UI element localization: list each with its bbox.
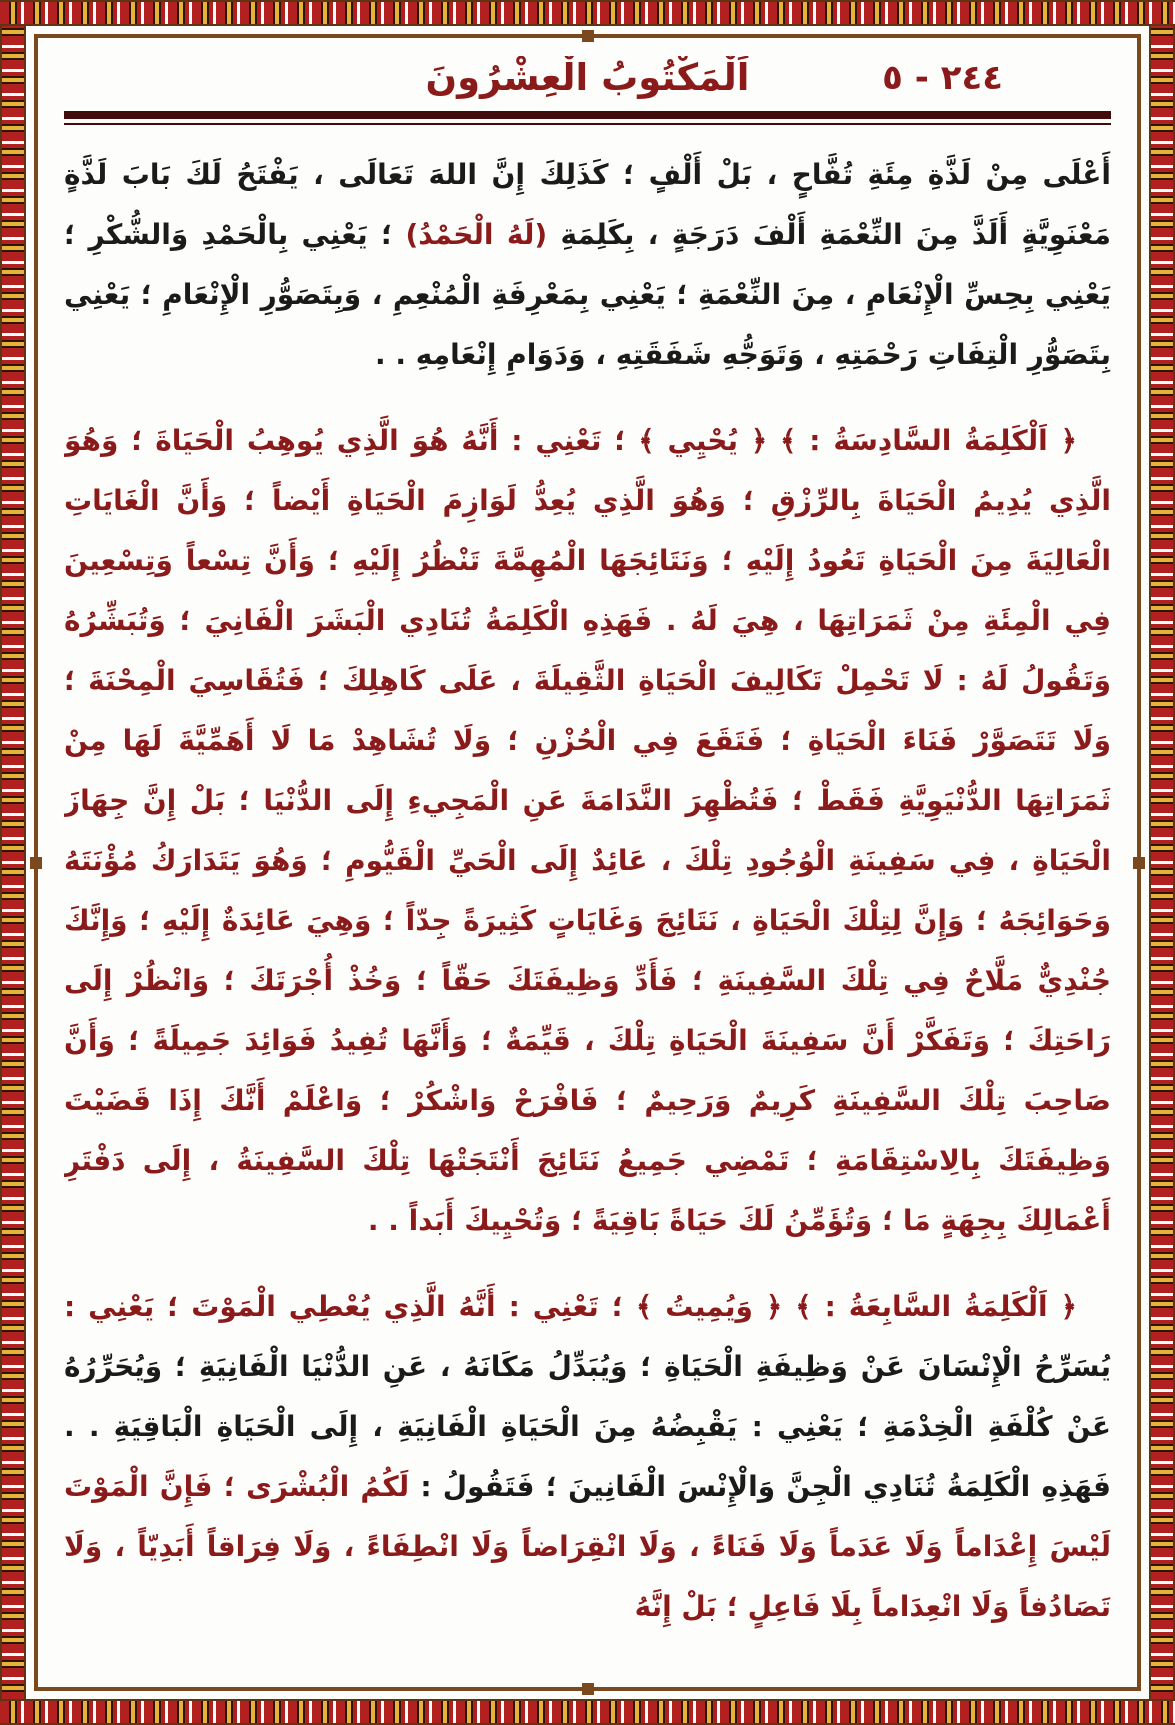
header-rule	[64, 111, 1111, 125]
page-header	[64, 56, 1111, 99]
paragraph-seventh-word	[64, 1277, 1111, 1637]
frame-tab-top	[582, 30, 594, 42]
hamd-phrase: (لَهُ الْحَمْدُ)	[405, 218, 548, 251]
border-ornament-right	[1149, 0, 1175, 1725]
page-number: ٢٤٤ - ٥	[882, 57, 1003, 98]
page-title: اَلْمَكْتُوبُ الْعِشْرُونَ	[425, 56, 750, 99]
body-text	[64, 145, 1111, 1637]
border-ornament-left	[0, 0, 26, 1725]
page-content	[64, 56, 1111, 1679]
header-rule-thin	[64, 123, 1111, 125]
text-run: أَعْلَى مِنْ لَذَّةِ مِئَةِ تُفَّاحٍ ، بَلْ أَلْفٍ ؛ كَذَلِكَ إِنَّ اللهَ تَعَالَى ، يَفْتَحُ لَكَ بَابَ لَذَّةٍ مَعْنَوِيَّةٍ أَلَذَّ مِنَ النِّعْمَةِ أَلْفَ دَرَجَةٍ ، بِكَلِمَةِ	[64, 158, 1111, 251]
paragraph-hamd	[64, 145, 1111, 385]
header-rule-thick	[64, 111, 1111, 119]
text-run: ﴿ اَلْكَلِمَةُ السَّادِسَةُ : ﴾ ﴿ يُحْيِي ﴾ ؛ تَعْنِي : أَنَّهُ هُوَ الَّذِي يُوهِبُ الْحَيَاةَ ؛ وَهُوَ الَّذِي يُدِيمُ الْحَيَاةَ بِالرِّزْقِ ؛ وَهُوَ الَّذِي يُعِدُّ لَوَازِمَ الْحَيَاةِ أَيْضاً ؛ وَأَنَّ الْغَايَاتِ الْعَالِيَةَ مِنَ الْحَيَاةِ تَعُودُ إِلَيْهِ ؛ وَنَتَائِجَهَا الْمُهِمَّةَ تَنْظُرُ إِلَيْهِ ؛ وَأَنَّ تِسْعاً وَتِسْعِينَ فِي الْمِئَةِ مِنْ ثَمَرَاتِهَا ، هِيَ لَهُ . فَهَذِهِ الْكَلِمَةُ تُنَادِي الْبَشَرَ الْفَانِيَ ؛ وَتُبَشِّرُهُ وَتَقُولُ لَهُ : لَا تَحْمِلْ تَكَالِيفَ الْحَيَاةِ الثَّقِيلَةَ ، عَلَى كَاهِلِكَ ؛ فَتُقَاسِيَ الْمِحْنَةَ ؛ وَلَا تَتَصَوَّرْ فَنَاءَ الْحَيَاةِ ؛ فَتَقَعَ فِي الْحُزْنِ ؛ وَلَا تُشَاهِدْ مَا لَا أَهَمِّيَّةَ لَهَا مِنْ ثَمَرَاتِهَا الدُّنْيَوِيَّةِ فَقَطْ ؛ فَتُظْهِرَ النَّدَامَةَ عَنِ الْمَجِيءِ إِلَى الدُّنْيَا ؛ بَلْ إِنَّ جِهَازَ الْحَيَاةِ ، فِي سَفِينَةِ الْوُجُودِ تِلْكَ ، عَائِدٌ إِلَى الْحَيِّ الْقَيُّومِ ؛ وَهُوَ يَتَدَارَكُ مُؤْنَتَهُ وَحَوَائِجَهُ ؛ وَإِنَّ لِتِلْكَ الْحَيَاةِ ، نَتَائِجَ وَغَايَاتٍ كَثِيرَةً جِدّاً ؛ وَهِيَ عَائِدَةٌ إِلَيْهِ ؛ وَإِنَّكَ جُنْدِيٌّ مَلَّاحٌ فِي تِلْكَ السَّفِينَةِ ؛ فَأَدِّ وَظِيفَتَكَ حَقّاً ؛ وَخُذْ أُجْرَتَكَ ؛ وَانْظُرْ إِلَى رَاحَتِكَ ؛ وَتَفَكَّرْ أَنَّ سَفِينَةَ الْحَيَاةِ تِلْكَ ، قَيِّمَةٌ ؛ وَأَنَّهَا تُفِيدُ فَوَائِدَ جَمِيلَةً ؛ وَأَنَّ صَاحِبَ تِلْكَ السَّفِينَةِ كَرِيمٌ وَرَحِيمٌ ؛ فَافْرَحْ وَاشْكُرْ ؛ وَاعْلَمْ أَنَّكَ إِذَا قَضَيْتَ وَظِيفَتَكَ بِالِاسْتِقَامَةِ ؛ تَمْضِي جَمِيعُ نَتَائِجَ أَنْتَجَتْهَا تِلْكَ السَّفِينَةُ ، إِلَى دَفْتَرِ أَعْمَالِكَ بِجِهَةٍ مَا ؛ وَتُؤَمِّنُ لَكَ حَيَاةً بَاقِيَةً ؛ وَتُحْيِيكَ أَبَداً . .	[64, 424, 1111, 1237]
frame-tab-bottom	[582, 1683, 594, 1695]
bushra-phrase: لَكُمُ الْبُشْرَى ؛ فَإِنَّ الْمَوْتَ لَيْسَ إِعْدَاماً وَلَا عَدَماً وَلَا فَنَاءً ، وَلَا انْقِرَاضاً وَلَا انْطِفَاءً ، وَلَا فِرَاقاً أَبَدِيّاً ، وَلَا تَصَادُفاً وَلَا انْعِدَاماً بِلَا فَاعِلٍ ؛ بَلْ إِنَّهُ	[64, 1470, 1111, 1623]
border-ornament-top	[0, 0, 1175, 26]
seventh-word-heading: ﴿ اَلْكَلِمَةُ السَّابِعَةُ : ﴾ ﴿ وَيُمِيتُ ﴾ ؛ تَعْنِي : أَنَّهُ الَّذِي يُعْطِي الْمَوْتَ ؛ يَعْنِي :	[64, 1290, 1077, 1323]
border-ornament-bottom	[0, 1699, 1175, 1725]
text-run: يُسَرِّحُ الْإِنْسَانَ عَنْ وَظِيفَةِ الْحَيَاةِ ؛ وَيُبَدِّلُ مَكَانَهُ ، عَنِ الدُّنْيَا الْفَانِيَةِ ؛ وَيُحَرِّرُهُ عَنْ كُلْفَةِ الْخِدْمَةِ ؛ يَعْنِي : يَقْبِضُهُ مِنَ الْحَيَاةِ الْفَانِيَةِ ، إِلَى الْحَيَاةِ الْبَاقِيَةِ . . فَهَذِهِ الْكَلِمَةُ تُنَادِي الْجِنَّ وَالْإِنْسَ الْفَانِينَ ؛ فَتَقُولُ :	[64, 1350, 1111, 1503]
frame-tab-right	[1133, 857, 1145, 869]
frame-tab-left	[30, 857, 42, 869]
text-run: ؛ يَعْنِي بِالْحَمْدِ وَالشُّكْرِ ؛ يَعْنِي بِحِسِّ الْإِنْعَامِ ، مِنَ النِّعْمَةِ ؛ يَعْنِي بِمَعْرِفَةِ الْمُنْعِمِ ، وَبِتَصَوُّرِ الْإِنْعَامِ ؛ يَعْنِي بِتَصَوُّرِ الْتِفَاتِ رَحْمَتِهِ ، وَتَوَجُّهِ شَفَقَتِهِ ، وَدَوَامِ إِنْعَامِهِ . .	[64, 218, 1111, 371]
paragraph-sixth-word	[64, 411, 1111, 1251]
